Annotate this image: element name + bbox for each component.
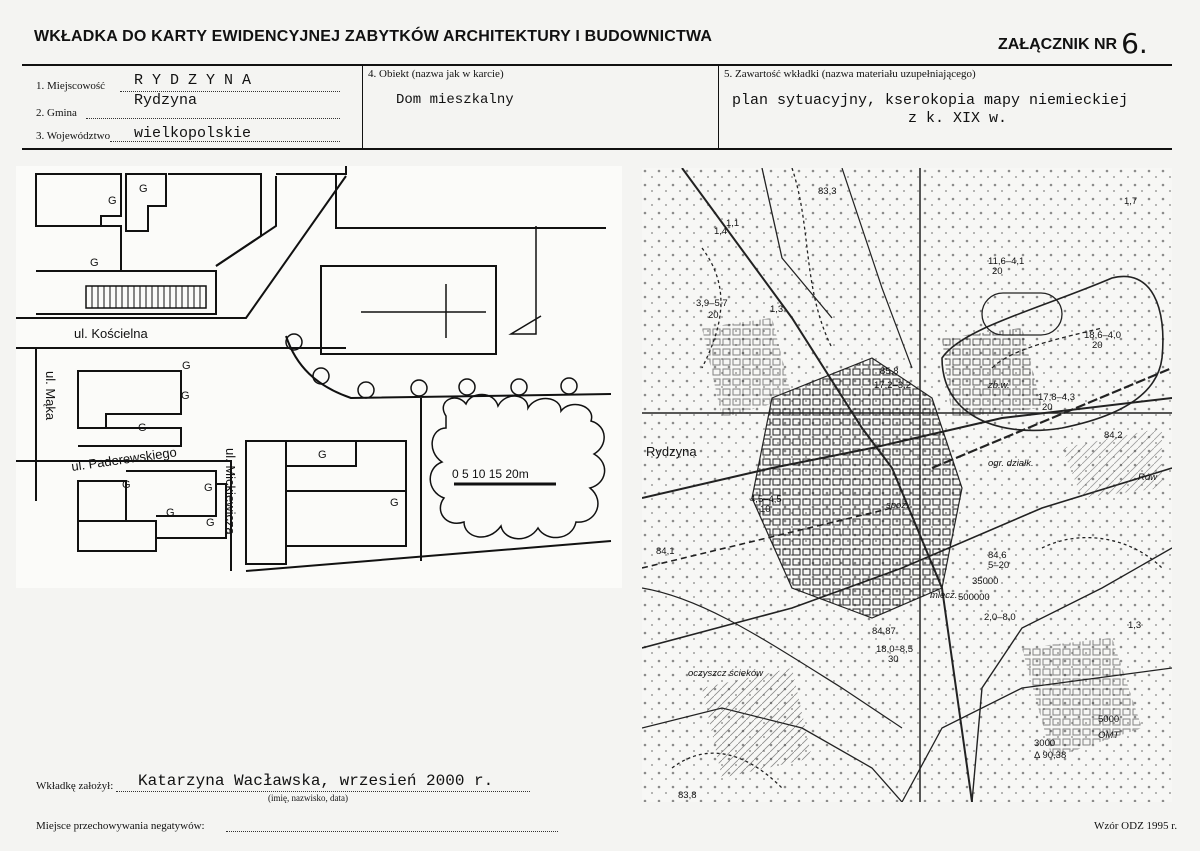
garage-label: G xyxy=(108,195,117,207)
street-edge xyxy=(216,176,276,266)
attachment-label xyxy=(998,27,1148,60)
map-label: 500000 xyxy=(958,592,990,603)
garage-label: G xyxy=(318,449,327,461)
street-label-koscielna: ul. Kościelna xyxy=(74,326,148,341)
map-label: 20 xyxy=(1042,402,1053,413)
object-value: Dom mieszkalny xyxy=(396,92,514,108)
tree xyxy=(561,378,577,394)
map-label: 84,6 xyxy=(988,550,1007,561)
street-label-maka: ul. Mąka xyxy=(43,371,58,421)
map-label: oczyszcz ścieków xyxy=(688,668,763,679)
plaza-edge xyxy=(336,174,606,228)
building-outline xyxy=(286,441,406,546)
map-label: 5–20 xyxy=(988,560,1010,571)
street-label-paderewskiego: ul. Paderewskiego xyxy=(70,444,178,474)
content-value-line2: z k. XIX w. xyxy=(908,110,1008,127)
garage-label: G xyxy=(390,497,399,509)
building-outline xyxy=(78,428,181,446)
tree xyxy=(411,380,427,396)
building-outline xyxy=(246,441,286,564)
tree xyxy=(511,379,527,395)
map-label: mlecz. xyxy=(930,590,958,601)
form-title: WKŁADKA DO KARTY EWIDENCYJNEJ ZABYTKÓW ARCHITEKTURY I BUDOWNICTWA xyxy=(34,28,713,45)
map-label: 18,6–4,0 xyxy=(1084,330,1121,341)
commune-label: 2. Gmina xyxy=(36,107,77,119)
map-label: 3,9–5,7 xyxy=(696,298,728,309)
street-label-mickiewicza: ul. Mickiewicza xyxy=(223,448,238,535)
locality-value: R Y D Z Y N A xyxy=(134,72,252,89)
map-label: 20 xyxy=(992,266,1003,277)
map-label: 3000 xyxy=(1034,738,1056,749)
header-divider-2 xyxy=(718,64,719,150)
map-label: 5000 xyxy=(1098,714,1120,725)
tree xyxy=(358,382,374,398)
map-label: Rów xyxy=(1138,472,1158,483)
map-label: 2,0–8,0 xyxy=(984,612,1016,623)
map-label: 83,8 xyxy=(678,790,697,801)
founder-hint: (imię, nazwisko, data) xyxy=(268,793,348,803)
map-label: 1,3 xyxy=(1128,620,1142,631)
map-label: Δ 90,38 xyxy=(1034,750,1067,761)
garage-label: G xyxy=(122,479,131,491)
map-label: 1,7 xyxy=(1124,196,1138,207)
map-label: 84,1 xyxy=(656,546,675,557)
map-label: 18,0–8,5 xyxy=(876,644,913,655)
commune-dots xyxy=(86,118,340,119)
building-outline xyxy=(78,521,156,551)
negatives-label: Miejsce przechowywania negatywów: xyxy=(36,820,205,832)
street-edge xyxy=(276,166,346,174)
attachment-label-text: ZAŁĄCZNIK NR xyxy=(998,36,1118,53)
locality-label: 1. Miejscowość xyxy=(36,80,106,92)
garage-label: G xyxy=(206,517,215,529)
content-value-line1: plan sytuacyjny, kserokopia mapy niemieckiej xyxy=(732,92,1129,109)
commune-value: Rydzyna xyxy=(134,92,198,109)
map-label: 30 xyxy=(888,654,899,665)
map-town-label: Rydzyna xyxy=(646,444,697,459)
garage-label: G xyxy=(182,360,191,372)
map-label: 20 xyxy=(708,310,719,321)
map-label: ogr. działk. xyxy=(988,458,1034,469)
map-label: 85,8 xyxy=(880,366,899,377)
map-label: 17,2–3,2 xyxy=(874,380,911,391)
map-label: 20 xyxy=(1092,340,1103,351)
tree xyxy=(313,368,329,384)
church-outline xyxy=(321,266,496,354)
founder-value: Katarzyna Wacławska, wrzesień 2000 r. xyxy=(138,772,494,790)
garage-label: G xyxy=(138,422,147,434)
site-plan-panel xyxy=(16,166,622,588)
attachment-number: 6. xyxy=(1121,27,1148,60)
map-label: 83,3 xyxy=(818,186,837,197)
map-label: 4,5–4,5 xyxy=(750,494,782,505)
building-outline xyxy=(168,174,261,266)
voivodeship-label: 3. Województwo xyxy=(36,130,111,142)
site-plan-drawing xyxy=(16,166,622,588)
street-edge xyxy=(16,176,346,318)
north-arrow xyxy=(511,226,541,334)
garage-label: G xyxy=(181,390,190,402)
header-top-rule xyxy=(22,64,1172,66)
object-label: 4. Obiekt (nazwa jak w karcie) xyxy=(368,68,504,80)
voivodeship-value: wielkopolskie xyxy=(134,125,252,142)
map-label: 10 xyxy=(760,504,771,515)
tree xyxy=(459,379,475,395)
header-bottom-rule xyxy=(22,148,1172,150)
map-label: 17,8–4,3 xyxy=(1038,392,1075,403)
building-outline xyxy=(78,481,126,521)
garage-label: G xyxy=(139,183,148,195)
map-label: 84,2 xyxy=(1104,430,1123,441)
map-label: OMT xyxy=(1098,730,1120,741)
map-label: 1,1 xyxy=(726,218,740,229)
map-label: 1,3 xyxy=(770,304,784,315)
garage-label: G xyxy=(166,507,175,519)
building-outline xyxy=(78,371,181,428)
map-label: zb.w. xyxy=(988,380,1010,391)
garage-label: G xyxy=(90,257,99,269)
content-label: 5. Zawartość wkładki (nazwa materiału uzupełniającego) xyxy=(724,68,976,80)
template-version: Wzór ODZ 1995 r. xyxy=(1094,820,1178,832)
map-label: 11,6–4,1 xyxy=(988,256,1025,267)
building-outline xyxy=(36,226,121,271)
scale-label: 0 5 10 15 20m xyxy=(452,467,529,481)
founder-dots xyxy=(116,791,530,792)
topographic-map-panel xyxy=(642,168,1172,802)
header-divider-1 xyxy=(362,64,363,150)
founder-label: Wkładkę założył: xyxy=(36,780,114,792)
map-label: 1,4 xyxy=(714,226,728,237)
garage-label: G xyxy=(204,482,213,494)
map-label: spoż. xyxy=(886,500,909,511)
topographic-map-drawing xyxy=(642,168,1172,802)
map-label: 84,87 xyxy=(872,626,896,637)
map-label: 35000 xyxy=(972,576,999,587)
negatives-dots xyxy=(226,831,558,832)
